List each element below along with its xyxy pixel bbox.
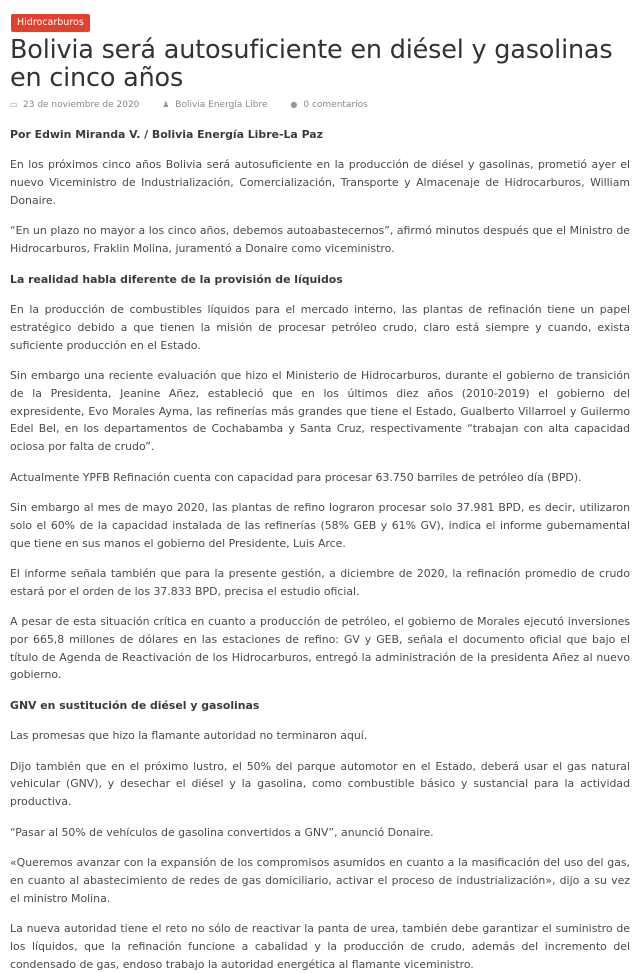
subheading: GNV en sustitución de diésel y gasolinas: [10, 698, 260, 712]
paragraph: Dijo también que en el próximo lustro, el 50% del parque automotor en el Estado, deberá usar el gas natural vehicular (GNV), y desechar el diésel y la gasolina, como combustible básico y sustancial para la actividad productiva.: [10, 759, 630, 809]
date-text: 23 de noviembre de 2020: [23, 100, 140, 110]
comments-text: 0 comentarios: [303, 100, 368, 110]
paragraph: Sin embargo una reciente evaluación que hizo el Ministerio de Hidrocarburos, durante el gobierno de transición de la Presidenta, Jeanine Añez, estableció que en los últimos diez años (2010-2019) el gobierno del expresidente, Evo Morales Ayma, las refinerías más grandes que tiene el Estado, Gualberto Villarroel y Guilermo Edel Bel, en los departamentos de Cochabamba y Santa Cruz, respectivamente “trabajan con alta capacidad ociosa por falta de crudo”.: [10, 368, 630, 454]
paragraph: “En un plazo no mayor a los cinco años, debemos autoabastecernos”, afirmó minutos después que el Ministro de Hidrocarburos, Fraklin Molina, juramentó a Donaire como viceministro.: [10, 224, 630, 256]
paragraph: «Queremos avanzar con la expansión de los compromisos asumidos en cuanto a la masificación del uso del gas, en cuanto al abastecimiento de redes de gas domiciliario, activar el proceso de industrialización», dijo a su vez el ministro Molina.: [10, 856, 630, 905]
article-body: [10, 126, 630, 973]
article-title: Bolivia será autosuficiente en diésel y gasolinas en cinco años: [10, 35, 613, 93]
user-icon: ♟: [162, 100, 170, 109]
meta-date[interactable]: [10, 100, 149, 110]
paragraph: Las promesas que hizo la flamante autoridad no terminaron aquí.: [10, 729, 368, 743]
category-tag[interactable]: Hidrocarburos: [11, 14, 90, 32]
paragraph: Actualmente YPFB Refinación cuenta con capacidad para procesar 63.750 barriles de petróleo día (BPD).: [10, 470, 582, 484]
paragraph: La nueva autoridad tiene el reto no sólo de reactivar la panta de urea, también debe garantizar el suministro de los líquidos, que la refinación funcione a cabalidad y la producción de crudo, además del incremento del condensado de gas, endoso trabajo la autoridad energética al flamante viceministro.: [10, 922, 630, 971]
subheading: La realidad habla diferente de la provisión de líquidos: [10, 272, 343, 286]
calendar-icon: ▭: [10, 100, 18, 109]
meta-comments[interactable]: [290, 100, 378, 110]
comment-icon: ●: [290, 100, 298, 109]
byline: Por Edwin Miranda V. / Bolivia Energía Libre-La Paz: [10, 128, 323, 141]
paragraph: En la producción de combustibles líquidos para el mercado interno, las plantas de refinación tiene un papel estratégico debido a que tienen la misión de procesar petróleo crudo, claro está siempre y cuando, exista suficiente producción en el Estado.: [10, 302, 630, 352]
paragraph: Sin embargo al mes de mayo 2020, las plantas de refino lograron procesar solo 37.981 BPD, es decir, utilizaron solo el 60% de la capacidad instalada de las refinerías (58% GEB y 61% GV), indica el informe gubernamental que tiene en sus manos el gobierno del Presidente, Luis Arce.: [10, 500, 630, 550]
paragraph: A pesar de esta situación crítica en cuanto a producción de petróleo, el gobierno de Morales ejecutó inversiones por 665,8 millones de dólares en las estaciones de refino: GV y GEB, señala el documento oficial que bajo el título de Agenda de Reactivación de los Hidrocarburos, entregó la administración de la presidenta Añez al nuevo gobierno.: [10, 615, 630, 682]
author-text: Bolivia Energía Libre: [175, 100, 268, 110]
paragraph: En los próximos cinco años Bolivia será autosuficiente en la producción de diésel y gasolinas, prometió ayer el nuevo Viceministro de Industrialización, Comercialización, Transporte y Almacenaje de Hidrocarburos, William Donaire.: [10, 158, 630, 207]
paragraph: El informe señala también que para la presente gestión, a diciembre de 2020, la refinación promedio de crudo estará por el orden de los 37.833 BPD, precisa el estudio oficial.: [10, 566, 630, 598]
paragraph: “Pasar al 50% de vehículos de gasolina convertidos a GNV”, anunció Donaire.: [10, 825, 434, 839]
meta-author[interactable]: [162, 100, 277, 110]
article-meta: [10, 98, 630, 112]
